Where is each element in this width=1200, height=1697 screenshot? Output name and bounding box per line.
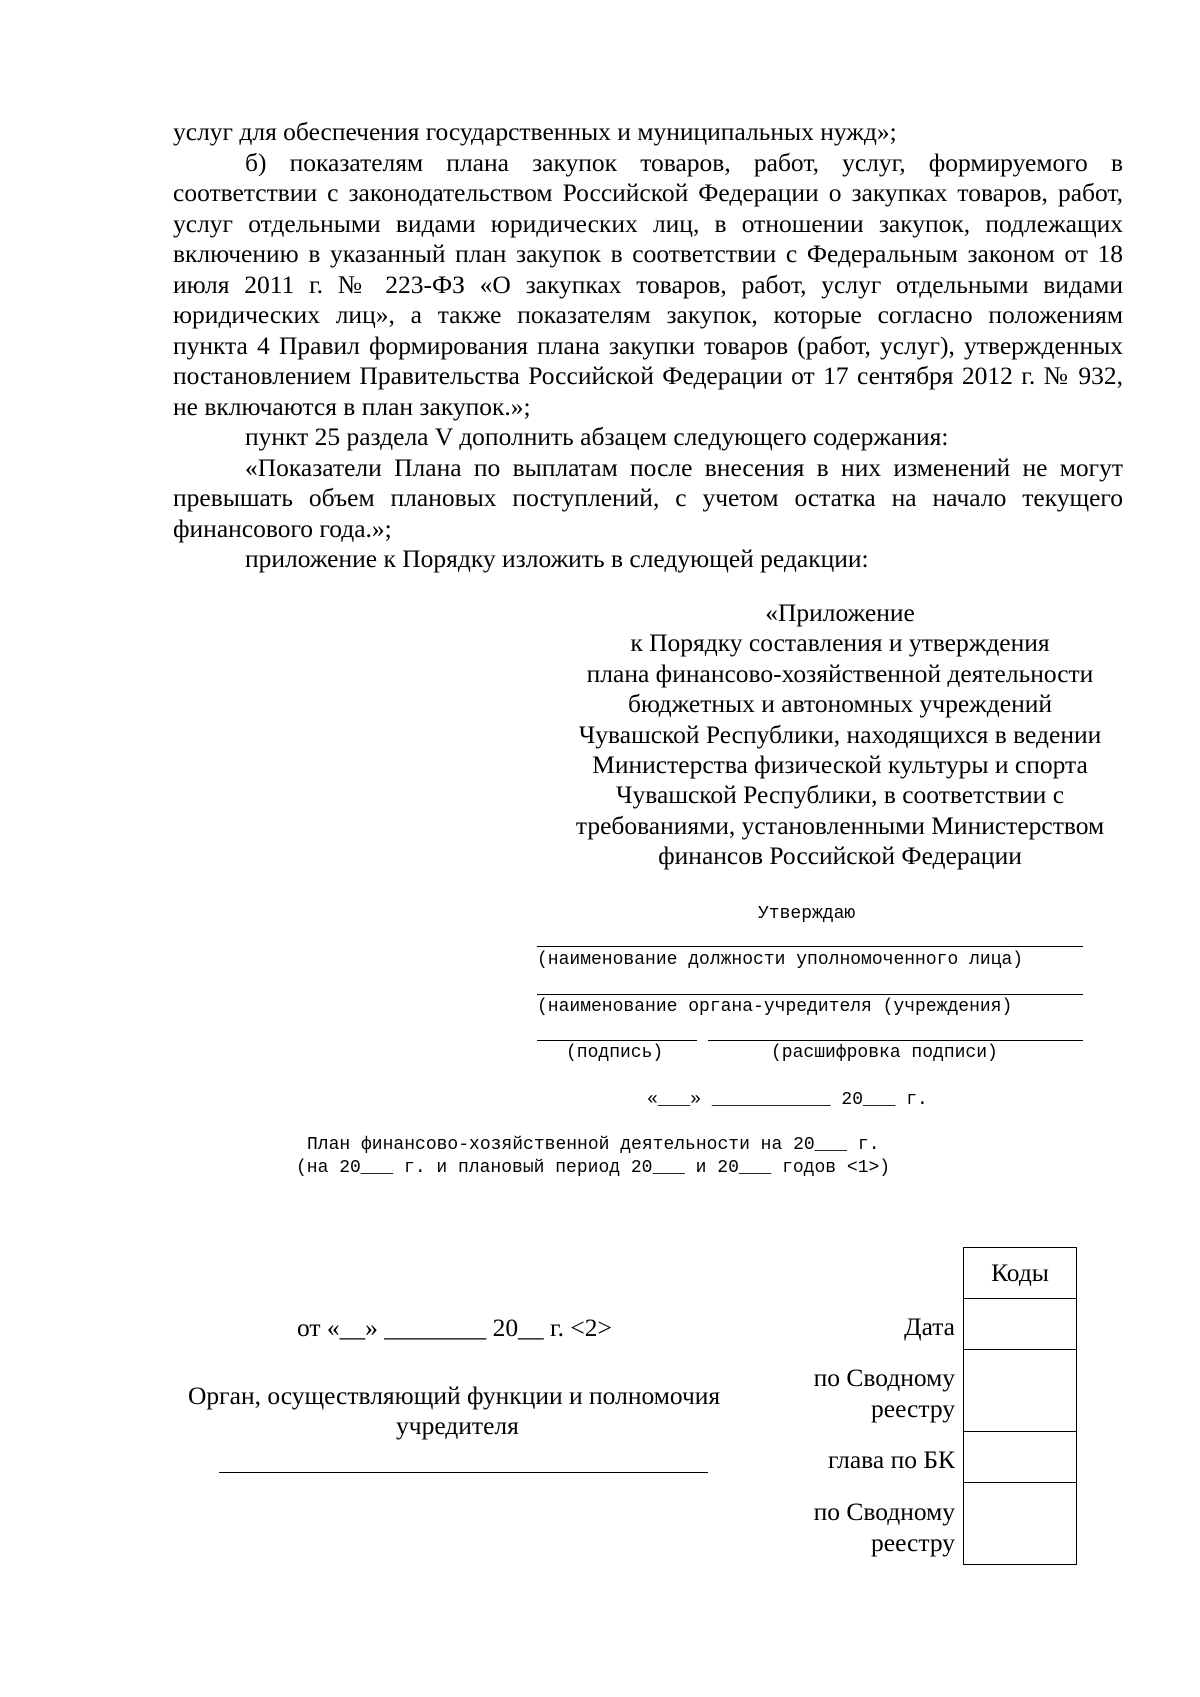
code-cell-registry-2[interactable] <box>964 1483 1077 1565</box>
label-budget-chapter: глава по БК <box>827 1445 955 1474</box>
approval-title: Утверждаю <box>758 904 856 924</box>
label-date: Дата <box>904 1312 955 1341</box>
plan-title-line2: (на 20___ г. и плановый период 20___ и 20___ годов <1>) <box>296 1158 891 1178</box>
paragraph-point-25: пункт 25 раздела V дополнить абзацем следующего содержания: <box>245 422 949 451</box>
position-line <box>537 946 1083 947</box>
paragraph-b: б) показателям плана закупок товаров, работ, услуг, формируемого в соответствии с законодательством Российской Федерации о закупках товаров, работ, услуг отдельными видами юридических лиц, в отношении закупок, подлежащих включению в указанный план закупок в соответствии с Федеральным законом от 18 июля 2011 г. № 223-ФЗ «О закупках товаров, работ, услуг отдельными видами юридических лиц», а также показателям закупок, которые согласно положениям пункта 4 Правил формирования плана закупки товаров (работ, услуг), утвержденных постановлением Правительства Российской Федерации от 17 сентября 2012 г. № 932, не включаются в план закупок.»; <box>173 147 1123 421</box>
label-line: реестру <box>871 1393 955 1423</box>
signature-caption: (подпись) <box>566 1043 664 1063</box>
codes-header: Коды <box>964 1248 1077 1299</box>
code-cell-registry-1[interactable] <box>964 1350 1077 1432</box>
label-consolidated-registry-2 <box>814 1497 955 1558</box>
organ-label-line2: учредителя <box>396 1411 519 1440</box>
body-text <box>173 117 1123 575</box>
paragraph-appendix-intro: приложение к Порядку изложить в следующей редакции: <box>245 544 869 573</box>
appendix-line: плана финансово-хозяйственной деятельности <box>586 658 1094 688</box>
organ-signature-line <box>219 1472 708 1473</box>
plan-title-line1: План финансово-хозяйственной деятельности на 20___ г. <box>307 1135 880 1155</box>
code-cell-date[interactable] <box>964 1299 1077 1350</box>
label-line: реестру <box>871 1527 955 1557</box>
position-caption: (наименование должности уполномоченного лица) <box>537 950 1024 970</box>
label-line: по Сводному <box>813 1497 955 1526</box>
organ-line <box>537 994 1083 995</box>
appendix-line: бюджетных и автономных учреждений <box>627 689 1053 719</box>
paragraph-quote: «Показатели Плана по выплатам после внесения в них изменений не могут превышать объем плановых поступлений, с учетом остатка на начало текущего финансового года.»; <box>173 452 1123 543</box>
appendix-header <box>560 598 1120 872</box>
appendix-line: Министерства физической культуры и спорта <box>592 750 1088 780</box>
organ-label-line1: Орган, осуществляющий функции и полномочия <box>188 1381 721 1410</box>
code-cell-budget-chapter[interactable] <box>964 1432 1077 1483</box>
decoding-caption: (расшифровка подписи) <box>771 1043 998 1063</box>
label-consolidated-registry-1 <box>814 1363 955 1424</box>
from-date-line: от «__» ________ 20__ г. <2> <box>297 1313 612 1342</box>
appendix-line: «Приложение <box>765 598 915 627</box>
decoding-line <box>708 1040 1083 1041</box>
paragraph-continuation: услуг для обеспечения государственных и муниципальных нужд»; <box>173 117 897 146</box>
organ-caption: (наименование органа-учредителя (учреждения) <box>537 997 1013 1017</box>
appendix-line: финансов Российской Федерации <box>658 841 1022 871</box>
appendix-line: Чувашской Республики, находящихся в ведении <box>578 719 1102 749</box>
signature-line <box>537 1040 697 1041</box>
appendix-line: к Порядку составления и утверждения <box>630 628 1050 658</box>
approval-date-line: «___» ___________ 20___ г. <box>647 1090 928 1110</box>
label-line: по Сводному <box>813 1363 955 1392</box>
codes-table <box>963 1247 1077 1565</box>
appendix-line: требованиями, установленными Министерством <box>575 810 1105 840</box>
appendix-line: Чувашской Республики, в соответствии с <box>615 780 1065 810</box>
